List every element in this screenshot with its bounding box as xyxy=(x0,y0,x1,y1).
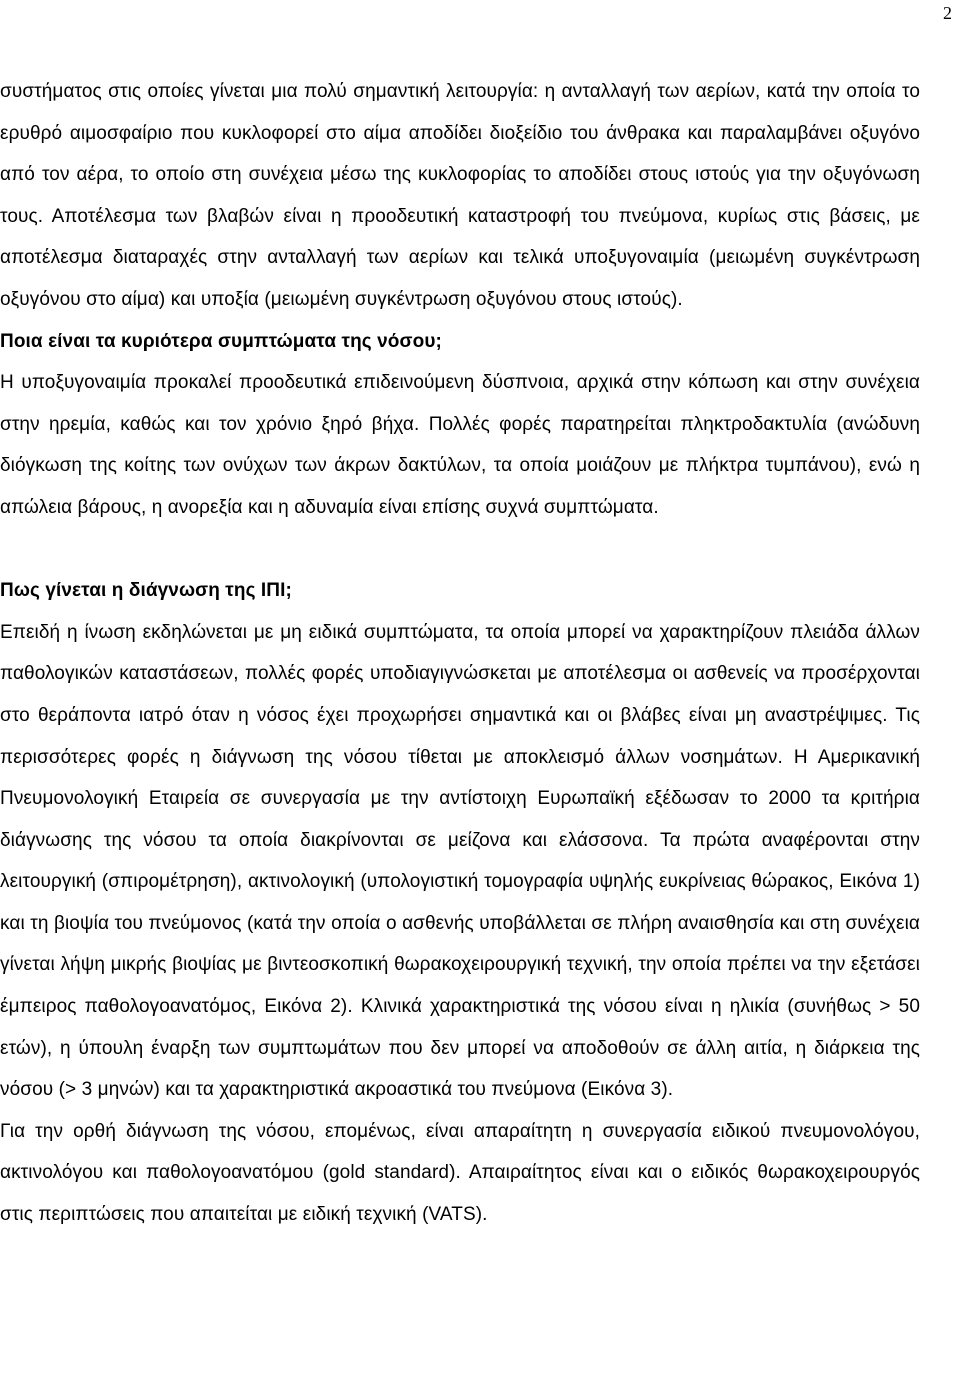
paragraph-gas-exchange: συστήματος στις οποίες γίνεται μια πολύ σημαντική λειτουργία: η ανταλλαγή των αερίων, κατά την οποία το ερυθρό αιμοσφαίριο που κυκλοφορεί στο αίμα αποδίδει διοξείδιο του άνθρακα και παραλαμβάνει οξυγόνο από τον αέρα, το οποίο στη συνέχεια μέσω της κυκλοφορίας το αποδίδει στους ιστούς για την οξυγόνωση τους. Αποτέλεσμα των βλαβών είναι η προοδευτική καταστροφή του πνεύμονα, κυρίως στις βάσεις, με αποτέλεσμα διαταραχές στην ανταλλαγή των αερίων και τελικά υποξυγοναιμία (μειωμένη συγκέντρωση οξυγόνου στο αίμα) και υποξία (μειωμένη συγκέντρωση οξυγόνου στους ιστούς). xyxy=(0,81,920,310)
page-number: 2 xyxy=(943,3,952,23)
paragraph-spacer xyxy=(0,529,920,571)
paragraph-collaboration: Για την ορθή διάγνωση της νόσου, επομένως, είναι απαραίτητη η συνεργασία ειδικού πνευμονολόγου, ακτινολόγου και παθολογοανατόμου (gold standard). Απαιραίτητος είναι και ο ειδικός θωρακοχειρουργός στις περιπτώσεις που απαιτείται με ειδική τεχνική (VATS). xyxy=(0,1120,920,1226)
paragraph-symptoms: Η υποξυγοναιμία προκαλεί προοδευτικά επιδεινούμενη δύσπνοια, αρχικά στην κόπωση και στην συνέχεια στην ηρεμία, καθώς και τον χρόνιο ξηρό βήχα. Πολλές φορές παρατηρείται πληκτροδακτυλία (ανώδυνη διόγκωση της κοίτης των ονύχων των άκρων δακτύλων, τα οποία μοιάζουν με πλήκτρα τυμπάνου), ενώ η απώλεια βάρους, η ανορεξία και η αδυναμία είναι επίσης συχνά συμπτώματα. xyxy=(0,372,920,518)
paragraph-diagnosis: Επειδή η ίνωση εκδηλώνεται με μη ειδικά συμπτώματα, τα οποία μπορεί να χαρακτηρίζουν πλειάδα άλλων παθολογικών καταστάσεων, πολλές φορές υποδιαγιγνώσκεται με αποτέλεσμα οι ασθενείς να προσέρχονται στο θεράποντα ιατρό όταν η νόσος έχει προχωρήσει σημαντικά και οι βλάβες είναι μη αναστρέψιμες. Τις περισσότερες φορές η διάγνωση της νόσου τίθεται με αποκλεισμό άλλων νοσημάτων. Η Αμερικανική Πνευμονολογική Εταιρεία σε συνεργασία με την αντίστοιχη Ευρωπαϊκή εξέδωσαν το 2000 τα κριτήρια διάγνωσης της νόσου τα οποία διακρίνονται σε μείζονα και ελάσσονα. Τα πρώτα αναφέρονται στην λειτουργική (σπιρομέτρηση), ακτινολογική (υπολογιστική τομογραφία υψηλής ευκρίνειας θώρακος, Εικόνα 1) και τη βιοψία του πνεύμονος (κατά την οποία ο ασθενής υποβάλλεται σε πλήρη αναισθησία και στη συνέχεια γίνεται λήψη μικρής βιοψίας με βιντεοσκοπική θωρακοχειρουργική τεχνική, την οποία πρέπει να την εξετάσει έμπειρος παθολογοανατόμος, Εικόνα 2). Κλινικά χαρακτηριστικά της νόσου είναι η ηλικία (συνήθως > 50 ετών), η ύπουλη έναρξη των συμπτωμάτων που δεν μπορεί να αποδοθούν σε άλλη αιτία, η διάρκεια της νόσου (> 3 μηνών) και τα χαρακτηριστικά ακροαστικά του πνεύμονα (Εικόνα 3). xyxy=(0,621,920,1101)
heading-diagnosis: Πως γίνεται η διάγνωση της ΙΠΙ; xyxy=(0,580,292,602)
heading-symptoms: Ποια είναι τα κυριότερα συμπτώματα της νόσου; xyxy=(0,330,442,352)
document-body xyxy=(0,71,920,1236)
